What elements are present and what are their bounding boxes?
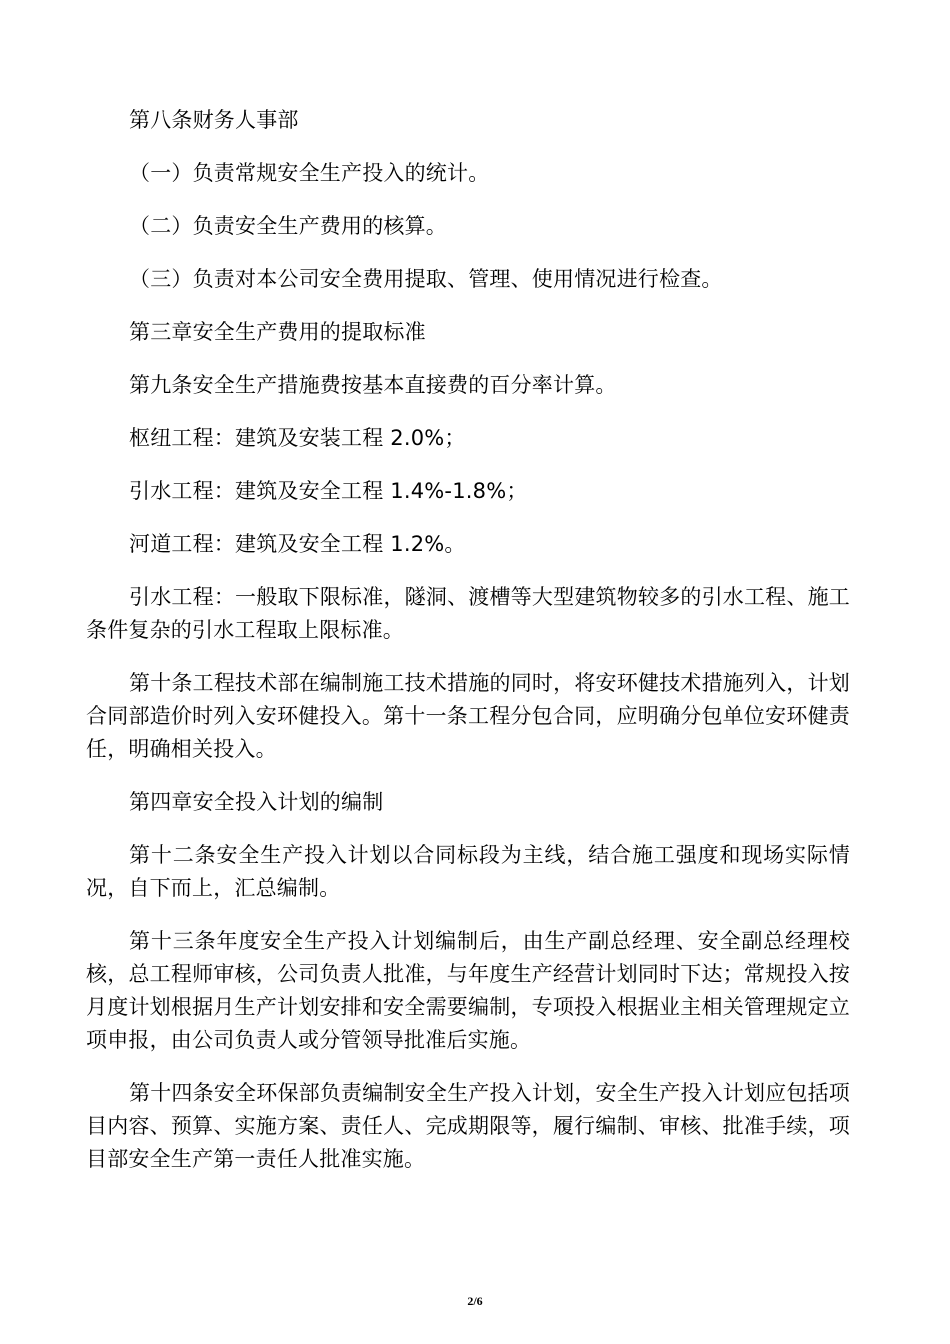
document-body bbox=[86, 104, 850, 1196]
article-8-item-2: （二）负责安全生产费用的核算。 bbox=[129, 214, 447, 238]
article-8-item-1: （一）负责常规安全生产投入的统计。 bbox=[129, 161, 490, 185]
hub-project-rate: 枢纽工程：建筑及安装工程 2.0%； bbox=[129, 426, 466, 450]
diversion-project-rate: 引水工程：建筑及安全工程 1.4%-1.8%； bbox=[129, 479, 528, 503]
article-9: 第九条安全生产措施费按基本直接费的百分率计算。 bbox=[129, 373, 617, 397]
chapter-4-heading: 第四章安全投入计划的编制 bbox=[129, 790, 384, 814]
article-14: 第十四条安全环保部负责编制安全生产投入计划，安全生产投入计划应包括项目内容、预算、实施方案、责任人、完成期限等，履行编制、审核、批准手续，项目部安全生产第一责任人批准实施。 bbox=[86, 1081, 850, 1171]
chapter-3-heading: 第三章安全生产费用的提取标准 bbox=[129, 320, 426, 344]
diversion-project-note: 引水工程：一般取下限标准，隧洞、渡槽等大型建筑物较多的引水工程、施工条件复杂的引水工程取上限标准。 bbox=[86, 585, 850, 642]
article-8-item-3: （三）负责对本公司安全费用提取、管理、使用情况进行检查。 bbox=[129, 267, 723, 291]
river-project-rate: 河道工程：建筑及安全工程 1.2%。 bbox=[129, 532, 466, 556]
article-12: 第十二条安全生产投入计划以合同标段为主线，结合施工强度和现场实际情况，自下而上，汇总编制。 bbox=[86, 843, 850, 900]
article-8-heading: 第八条财务人事部 bbox=[129, 108, 299, 132]
page-number: 2/6 bbox=[467, 1294, 483, 1308]
article-13: 第十三条年度安全生产投入计划编制后，由生产副总经理、安全副总经理校核，总工程师审核，公司负责人批准，与年度生产经营计划同时下达；常规投入按月度计划根据月生产计划安排和安全需要编制，专项投入根据业主相关管理规定立项申报，由公司负责人或分管领导批准后实施。 bbox=[86, 929, 850, 1052]
article-10-11: 第十条工程技术部在编制施工技术措施的同时，将安环健技术措施列入，计划合同部造价时列入安环健投入。第十一条工程分包合同，应明确分包单位安环健责任，明确相关投入。 bbox=[86, 671, 850, 761]
